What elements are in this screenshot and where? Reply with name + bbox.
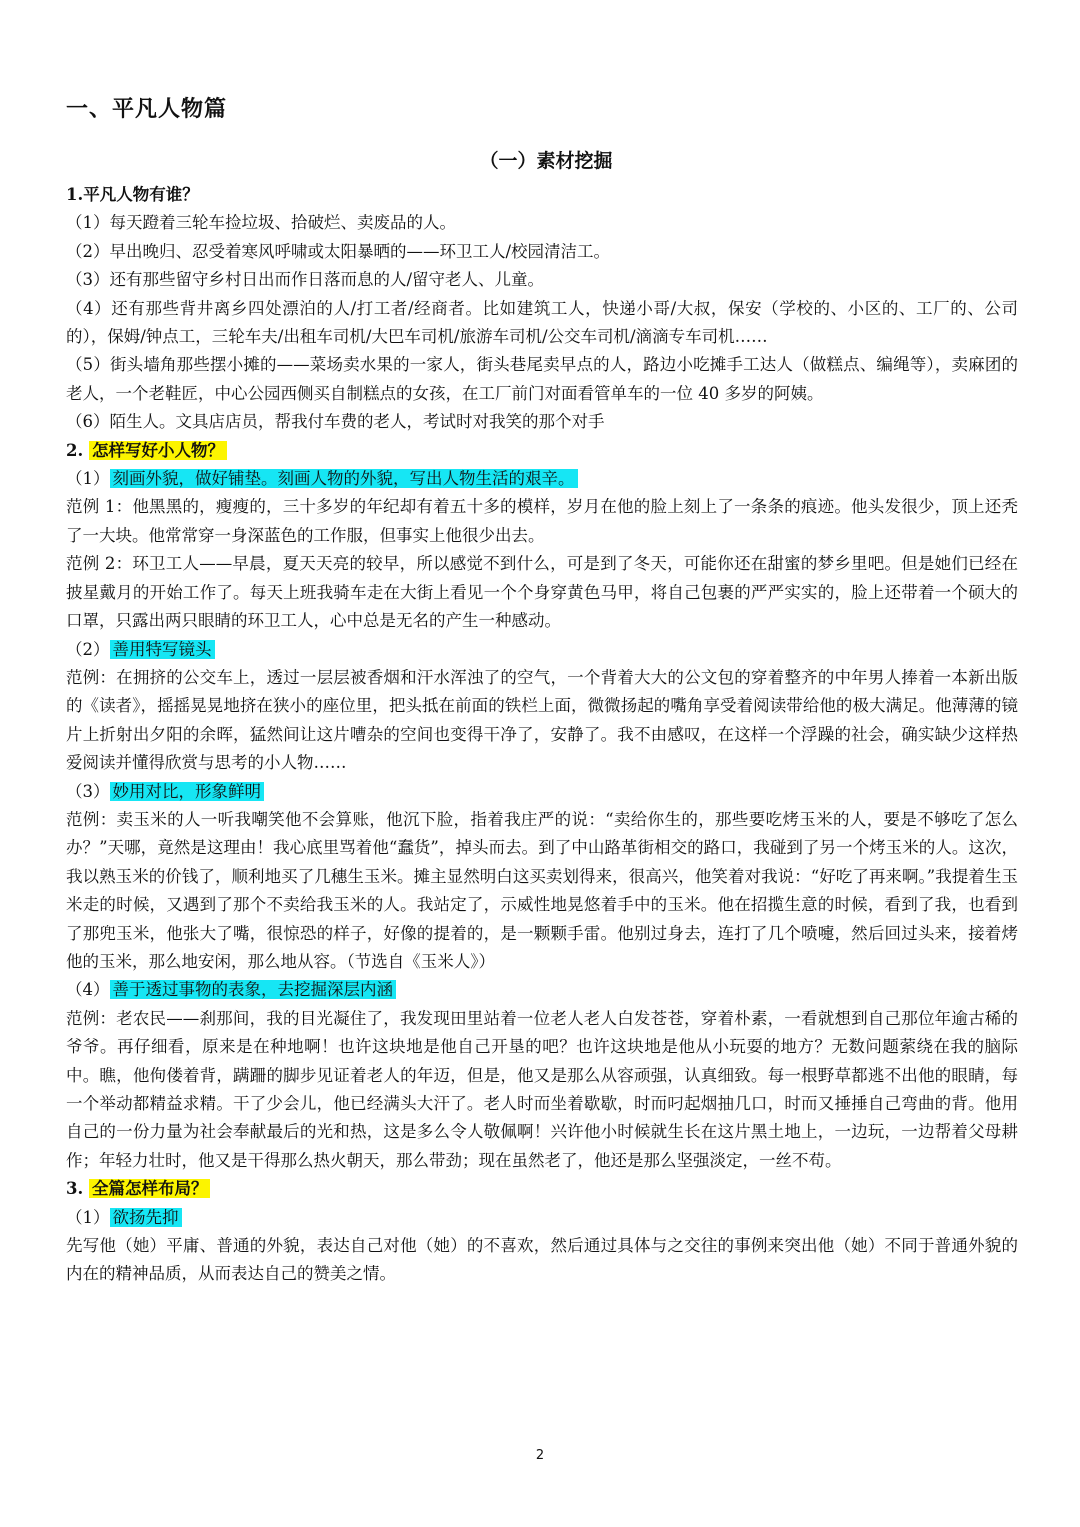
subsection-number: （2） [66, 639, 110, 659]
subsection-number: （3） [66, 781, 110, 801]
section2-heading [66, 437, 1018, 465]
chapter-heading: 一、平凡人物篇 [66, 97, 228, 122]
list-item: （3）还有那些留守乡村日出而作日落而息的人/留守老人、儿童。 [66, 270, 545, 290]
section2-title: 怎样写好小人物？ [89, 441, 227, 460]
section2-number: 2. [66, 440, 84, 460]
subsection-number: （1） [66, 469, 110, 489]
list-item: （5）街头墙角那些摆小摊的——菜场卖水果的一家人，街头巷尾卖早点的人，路边小吃摊手工达人（做糕点、编绳等），卖麻团的老人，一个老鞋匠，中心公园西侧买自制糕点的女孩，在工厂前门对面看管单车的一位 40 多岁的阿姨。 [66, 355, 1018, 403]
list-item: （4）还有那些背井离乡四处漂泊的人/打工者/经商者。比如建筑工人，快递小哥/大叔，保安（学校的、小区的、工厂的、公司的），保姆/钟点工，三轮车夫/出租车司机/大巴车司机/旅游车司机/公交车司机/滴滴专车司机…… [66, 298, 1018, 347]
body-paragraph: 先写他（她）平庸、普通的外貌，表达自己对他（她）的不喜欢，然后通过具体与之交往的事例来突出他（她）不同于普通外貌的内在的精神品质，从而表达自己的赞美之情。 [66, 1236, 1018, 1284]
example-paragraph: 范例：老农民——刹那间，我的目光凝住了，我发现田里站着一位老人老人白发苍苍，穿着朴素，一看就想到自己那位年逾古稀的爷爷。再仔细看，原来是在种地啊！也许这块地是他自己开垦的吧？也许这块地是他从小玩耍的地方？无数问题萦绕在我的脑际中。瞧，他佝偻着背，蹒跚的脚步见证着老人的年迈，但是，他又是那么从容顽强，认真细致。每一根野草都逃不出他的眼睛，每一个举动都精益求精。干了少会儿，他已经满头大汗了。老人时而坐着歇歇，时而叼起烟抽几口，时而又捶捶自己弯曲的背。他用自己的一份力量为社会奉献最后的光和热，这是多么令人敬佩啊！兴许他小时候就生长在这片黑土地上，一边玩，一边帮着父母耕作；年轻力壮时，他又是干得那么热火朝天，那么带劲；现在虽然老了，他还是那么坚强淡定，一丝不苟。 [66, 1008, 1018, 1170]
subsection-number: （1） [66, 1207, 110, 1227]
subsection-title: 善用特写镜头 [110, 640, 215, 659]
list-item: （1）每天蹬着三轮车捡垃圾、拾破烂、卖废品的人。 [66, 213, 456, 233]
section1-title: 1.平凡人物有谁？ [66, 185, 199, 204]
subsection-title: 刻画外貌，做好铺垫。刻画人物的外貌，写出人物生活的艰辛。 [110, 469, 578, 488]
subsection-title: 善于透过事物的表象，去挖掘深层内涵 [110, 980, 397, 999]
list-item: （2）早出晚归、忍受着寒风呼啸或太阳暴晒的——环卫工人/校园清洁工。 [66, 241, 611, 261]
page-number: 2 [535, 1448, 545, 1463]
example-paragraph: 范例：在拥挤的公交车上，透过一层层被香烟和汗水浑浊了的空气，一个背着大大的公文包的穿着整齐的中年男人捧着一本新出版的《读者》，摇摇晃晃地挤在狭小的座位里，把头抵在前面的铁栏上面，微微扬起的嘴角享受着阅读带给他的极大满足。他薄薄的镜片上折射出夕阳的余晖，猛然间让这片嘈杂的空间也变得干净了，安静了。我不由感叹，在这样一个浮躁的社会，确实缺少这样热爱阅读并懂得欣赏与思考的小人物…… [66, 667, 1018, 773]
subsection-title: 妙用对比，形象鲜明 [110, 782, 265, 801]
body-content [66, 181, 1018, 1289]
subsection-heading [66, 778, 1018, 806]
example-paragraph: 范例 1：他黑黑的，瘦瘦的，三十多岁的年纪却有着五十多的模样，岁月在他的脸上刻上了一条条的痕迹。他头发很少，顶上还秃了一大块。他常常穿一身深蓝色的工作服，但事实上他很少出去。 [66, 497, 1018, 545]
section3-heading [66, 1175, 1018, 1203]
section-subheading: （一）素材挖掘 [479, 150, 613, 172]
subsection-heading [66, 976, 1018, 1004]
subsection-heading [66, 636, 1018, 664]
section3-number: 3. [66, 1179, 84, 1199]
subsection-title: 欲扬先抑 [110, 1208, 182, 1227]
subsection-number: （4） [66, 980, 110, 1000]
subsection-heading [66, 1204, 1018, 1232]
subsection-heading [66, 465, 1018, 493]
example-paragraph: 范例：卖玉米的人一听我嘲笑他不会算账，他沉下脸，指着我庄严的说：“卖给你生的，那些要吃烤玉米的人，要是不够吃了怎么办？”天哪，竟然是这理由！我心底里骂着他“蠢货”，掉头而去。到了中山路革街相交的路口，我碰到了另一个烤玉米的人。这次，我以熟玉米的价钱了，顺利地买了几穗生玉米。摊主显然明白这买卖划得来，很高兴，他笑着对我说：“好吃了再来啊。”我提着生玉米走的时候，又遇到了那个不卖给我玉米的人。我站定了，示威性地晃悠着手中的玉米。他在招揽生意的时候，看到了我，也看到了那兜玉米，他张大了嘴，很惊恐的样子，好像的提着的，是一颗颗手雷。他别过身去，连打了几个喷嚏，然后回过头来，接着烤他的玉米，那么地安闲，那么地从容。（节选自《玉米人》） [66, 809, 1018, 971]
section3-title: 全篇怎样布局？ [89, 1179, 211, 1198]
list-item: （6）陌生人。文具店店员，帮我付车费的老人，考试时对我笑的那个对手 [66, 412, 605, 432]
example-paragraph: 范例 2：环卫工人——早晨，夏天天亮的较早，所以感觉不到什么，可是到了冬天，可能你还在甜蜜的梦乡里吧。但是她们已经在披星戴月的开始工作了。每天上班我骑车走在大街上看见一个个身穿黄色马甲，将自己包裹的严严实实的，脸上还带着一个硕大的口罩，只露出两只眼睛的环卫工人，心中总是无名的产生一种感动。 [66, 554, 1018, 631]
